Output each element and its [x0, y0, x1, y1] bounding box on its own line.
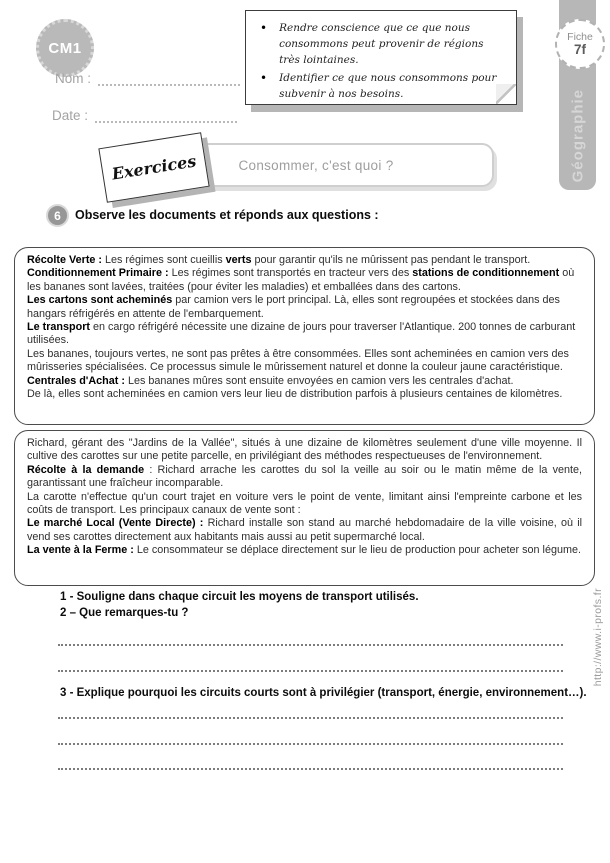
- doc-paragraph: Richard, gérant des "Jardins de la Vallée", situés à une dizaine de kilomètres seulement d'une ville moyenne. Il cultive des carottes sur une petite parcelle, en privilégiant des méthodes respectueuses de l'environnement.: [27, 437, 582, 463]
- document-box-carrot: [14, 430, 595, 586]
- answer-line: [58, 768, 563, 770]
- bullet-icon: •: [260, 71, 268, 85]
- doc-paragraph: Les cartons sont acheminés par camion vers le port principal. Là, elles sont regroupées et stockées dans des hangars réfrigérés en attente de l'embarquement.: [27, 294, 560, 320]
- doc-paragraph: Le marché Local (Vente Directe) : Richard installe son stand au marché hebdomadaire de la ville voisine, où il vend ses carottes directement aux habitants mais aussi au petit supermarché local.: [27, 517, 582, 543]
- fiche-label: Fiche: [567, 30, 593, 43]
- doc-paragraph: Les bananes, toujours vertes, ne sont pas prêtes à être consommées. Elles sont acheminées en camion vers des mûrisseries spécialisées. Ce processus simule le mûrissement naturel et donne la couleur jaune caractéristique.: [27, 347, 569, 374]
- date-dotted-line: [95, 109, 237, 123]
- name-field: [55, 71, 240, 86]
- subject-label: Géographie: [569, 88, 586, 182]
- question-1: 1 - Souligne dans chaque circuit les moyens de transport utilisés.: [60, 591, 419, 603]
- date-label: Date :: [52, 108, 89, 123]
- objectives-note: [245, 10, 517, 105]
- question-3: 3 - Explique pourquoi les circuits courts sont à privilégier (transport, énergie, environnement…).: [60, 687, 587, 699]
- exercises-card: [98, 132, 209, 203]
- objective-item: [260, 70, 506, 102]
- folded-corner-icon: [496, 84, 516, 104]
- name-label: Nom :: [55, 71, 92, 86]
- answer-line: [58, 743, 563, 745]
- fiche-number: 7f: [573, 41, 586, 57]
- answer-line: [58, 717, 563, 719]
- lesson-title-text: Consommer, c'est quoi ?: [238, 157, 394, 173]
- task-instruction: Observe les documents et réponds aux questions :: [75, 208, 379, 222]
- level-badge: CM1: [36, 19, 94, 77]
- doc-paragraph: La carotte n'effectue qu'un court trajet en voiture vers le point de vente, limitant ainsi l'empreinte carbone et les coûts de transport. Les principaux canaux de vente sont :: [27, 490, 582, 517]
- doc-paragraph: Centrales d'Achat : Les bananes mûres sont ensuite envoyées en camion vers les centrales d'achat.: [27, 374, 514, 387]
- doc-paragraph: Conditionnement Primaire : Les régimes sont transportés en tracteur vers des stations de conditionnement où les bananes sont lavées, traitées (pour éviter les maladies) et emballées dans des cartons.: [27, 267, 575, 293]
- doc-paragraph: Récolte à la demande : Richard arrache les carottes du sol la veille au soir ou le matin même de la vente, garantissant une fraîcheur incomparable.: [27, 463, 582, 490]
- date-field: [52, 108, 237, 123]
- exercises-label: Exercices: [110, 151, 198, 184]
- fiche-badge: [555, 19, 605, 69]
- answer-line: [58, 670, 563, 672]
- doc-paragraph: Récolte Verte : Les régimes sont cueillis verts pour garantir qu'ils ne mûrissent pas pendant le transport.: [27, 254, 531, 266]
- website-url: http://www.i-profs.fr: [592, 588, 604, 687]
- objective-item: [260, 20, 506, 68]
- objective-text: Rendre conscience que ce que nous consommons peut provenir de régions très lointaines.: [279, 22, 484, 66]
- objective-text: Identifier ce que nous consommons pour subvenir à nos besoins.: [279, 72, 497, 100]
- doc-paragraph: Le transport en cargo réfrigéré nécessite une dizaine de jours pour traverser l'Atlantique. 200 tonnes de carburant utilisées.: [27, 321, 576, 347]
- bullet-icon: •: [260, 21, 268, 35]
- question-2: 2 – Que remarques-tu ?: [60, 607, 189, 619]
- name-dotted-line: [98, 72, 240, 86]
- document-box-banana: [14, 247, 595, 425]
- answer-line: [58, 644, 563, 646]
- doc-paragraph: La vente à la Ferme : Le consommateur se déplace directement sur le lieu de production pour acheter son légume.: [27, 544, 581, 557]
- task-number-badge: 6: [46, 204, 69, 227]
- doc-paragraph: De là, elles sont acheminées en camion vers leur lieu de distribution parfois à plusieurs centaines de kilomètres.: [27, 388, 563, 401]
